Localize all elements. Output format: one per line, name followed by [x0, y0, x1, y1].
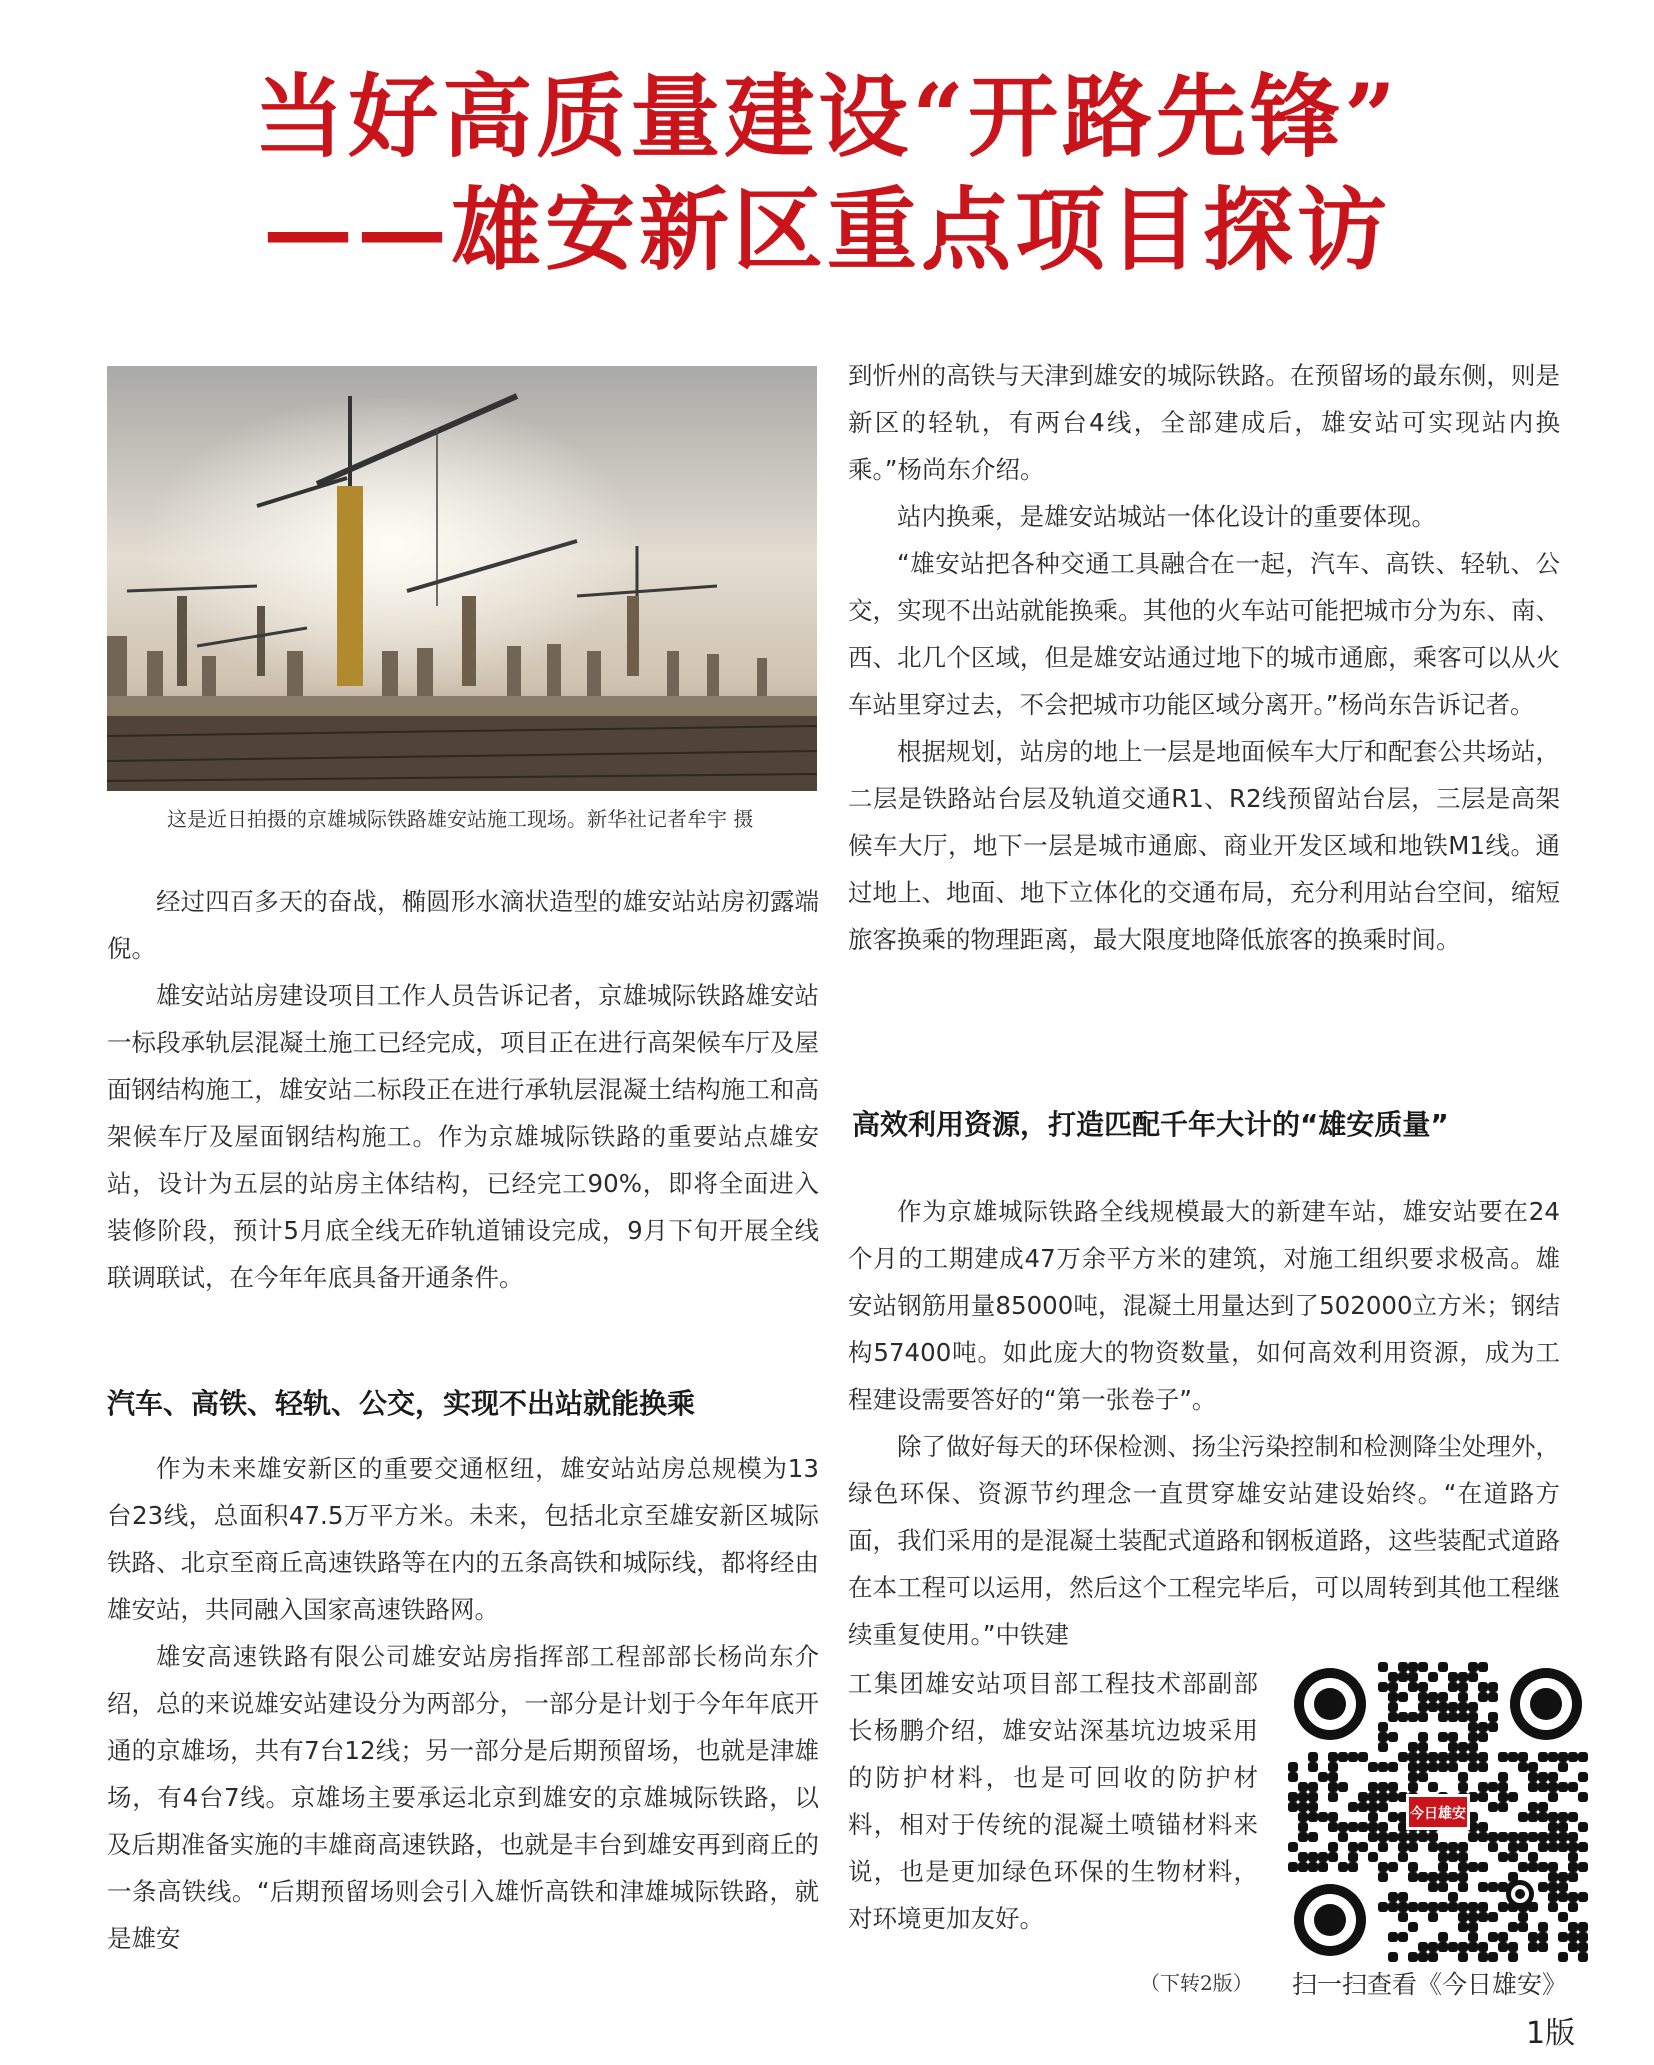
paragraph: 经过四百多天的奋战，椭圆形水滴状造型的雄安站站房初露端倪。 [107, 887, 819, 963]
paragraph: 作为未来雄安新区的重要交通枢纽，雄安站站房总规模为13台23线，总面积47.5万平方米。未来，包括北京至雄安新区城际铁路、北京至商丘高速铁路等在内的五条高铁和城际线，都将经由雄安站，共同融入国家高速铁路网。 [107, 1454, 819, 1624]
column-1-bottom [107, 1445, 819, 1962]
headline-line-2: ——雄安新区重点项目探访 [263, 177, 1391, 283]
qr-finder-top-right [1510, 1668, 1582, 1740]
paragraph: 工集团雄安站项目部工程技术部副部长杨鹏介绍，雄安站深基坑边坡采用的防护材料，也是可回收的防护材料，相对于传统的混凝土喷锚材料来说，也是更加绿色环保的生物材料，对环境更加友好。 [848, 1669, 1258, 1933]
paragraph: 根据规划，站房的地上一层是地面候车大厅和配套公共场站，二层是铁路站台层及轨道交通R1、R2线预留站台层，三层是高架候车大厅，地下一层是城市通廊、商业开发区域和地铁M1线。通过地上、地面、地下立体化的交通布局，充分利用站台空间，缩短旅客换乘的物理距离，最大限度地降低旅客的换乘时间。 [848, 737, 1560, 954]
paragraph: 雄安站站房建设项目工作人员告诉记者，京雄城际铁路雄安站一标段承轨层混凝土施工已经完成，项目正在进行高架候车厅及屋面钢结构施工，雄安站二标段正在进行承轨层混凝土结构施工和高架候车厅及屋面钢结构施工。作为京雄城际铁路的重要站点雄安站，设计为五层的站房主体结构，已经完工90%，即将全面进入装修阶段，预计5月底全线无砟轨道铺设完成，9月下旬开展全线联调联试，在今年年底具备开通条件。 [107, 981, 819, 1292]
qr-alignment [1506, 1880, 1534, 1908]
construction-site-photo [107, 366, 817, 791]
qr-logo-label: 今日雄安 [1410, 1806, 1466, 1822]
column-2-bottom [848, 1660, 1258, 1942]
paragraph: 雄安高速铁路有限公司雄安站房指挥部工程部部长杨尚东介绍，总的来说雄安站建设分为两部分，一部分是计划于今年年底开通的京雄场，共有7台12线；另一部分是后期预留场，也就是津雄场，有4台7线。京雄场主要承运北京到雄安的京雄城际铁路，以及后期准备实施的丰雄商高速铁路，也就是丰台到雄安再到商丘的一条高铁线。“后期预留场则会引入雄忻高铁和津雄城际铁路，就是雄安 [107, 1642, 819, 1953]
qr-finder-bottom-left [1294, 1884, 1366, 1956]
qr-caption: 扫一扫查看《今日雄安》 [1292, 1970, 1568, 1999]
continued-note: （下转2版） [1140, 1971, 1253, 1995]
column-2-middle [848, 1188, 1560, 1658]
page-number: 1版 [1526, 2016, 1576, 2051]
paragraph: “雄安站把各种交通工具融合在一起，汽车、高铁、轻轨、公交，实现不出站就能换乘。其他的火车站可能把城市分为东、南、西、北几个区域，但是雄安站通过地下的城市通廊，乘客可以从火车站里穿过去，不会把城市功能区域分离开。”杨尚东告诉记者。 [848, 549, 1560, 719]
paragraph: 站内换乘，是雄安站城站一体化设计的重要体现。 [897, 502, 1436, 531]
column-1-top [107, 878, 819, 1301]
paragraph: 到忻州的高铁与天津到雄安的城际铁路。在预留场的最东侧，则是新区的轻轨，有两台4线，全部建成后，雄安站可实现站内换乘。”杨尚东介绍。 [848, 361, 1560, 484]
subheading-transfer: 汽车、高铁、轻轨、公交，实现不出站就能换乘 [107, 1387, 696, 1420]
paragraph: 作为京雄城际铁路全线规模最大的新建车站，雄安站要在24个月的工期建成47万余平方米的建筑，对施工组织要求极高。雄安站钢筋用量85000吨，混凝土用量达到了502000立方米；钢结构57400吨。如此庞大的物资数量，如何高效利用资源，成为工程建设需要答好的“第一张卷子”。 [848, 1197, 1560, 1414]
qr-finder-top-left [1294, 1668, 1366, 1740]
headline-line-1: 当好高质量建设“开路先锋” [254, 64, 1400, 170]
photo-caption: 这是近日拍摄的京雄城际铁路雄安站施工现场。新华社记者牟宇 摄 [167, 807, 754, 831]
column-2-top [848, 352, 1560, 963]
subheading-resources: 高效利用资源，打造匹配千年大计的“雄安质量” [852, 1108, 1449, 1141]
qr-code[interactable] [1288, 1662, 1588, 1962]
paragraph: 除了做好每天的环保检测、扬尘污染控制和检测降尘处理外，绿色环保、资源节约理念一直贯穿雄安站建设始终。“在道路方面，我们采用的是混凝土装配式道路和钢板道路，这些装配式道路在本工程可以运用，然后这个工程完毕后，可以周转到其他工程继续重复使用。”中铁建 [848, 1432, 1560, 1649]
